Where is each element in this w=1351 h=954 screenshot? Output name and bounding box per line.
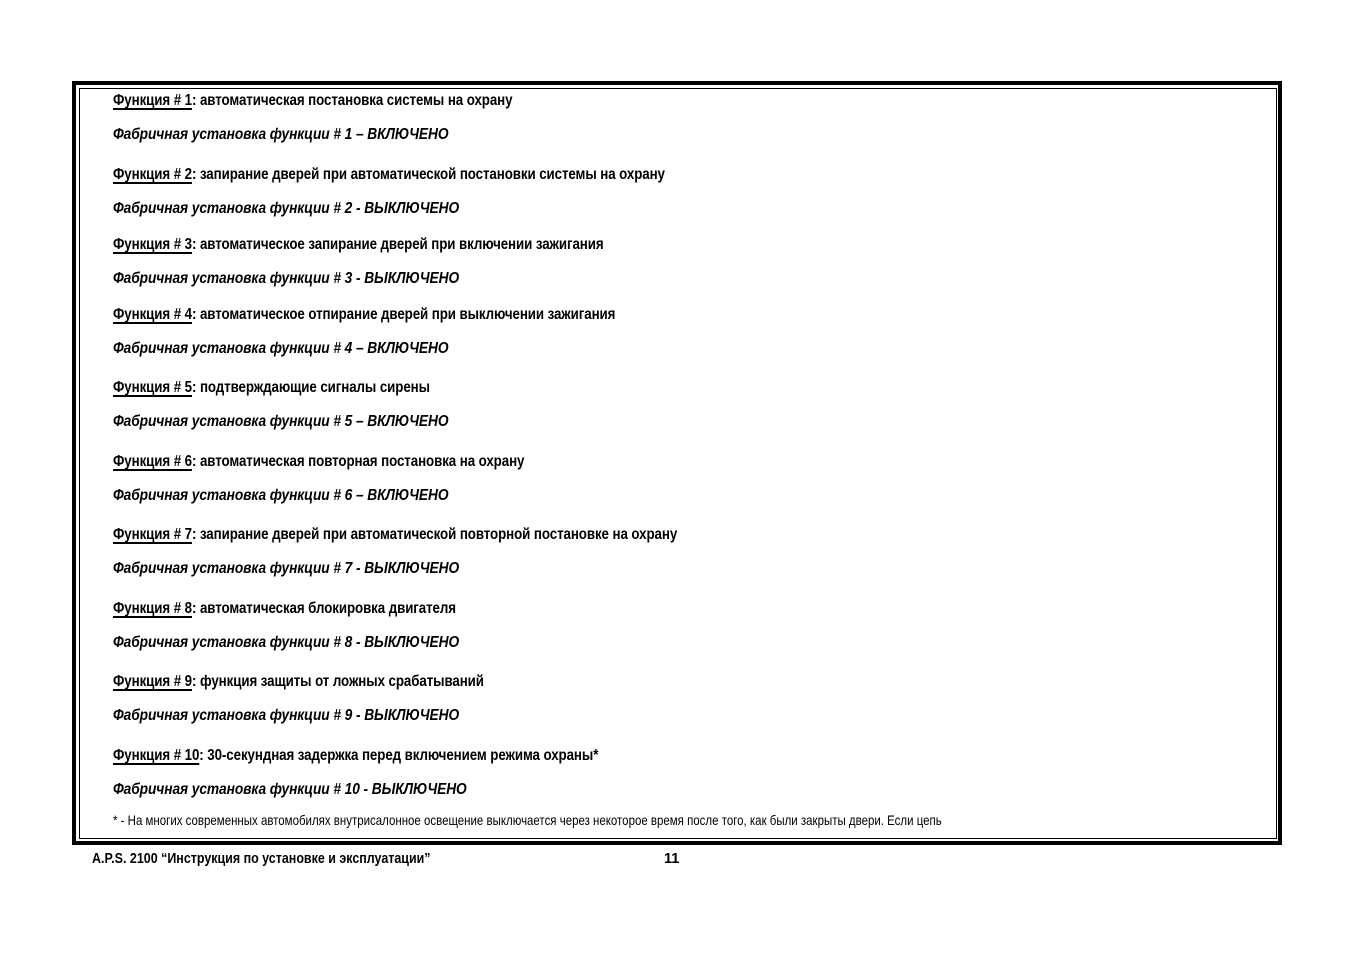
function-3-label: Функция # 3 — [113, 236, 192, 253]
function-10-text: : 30-секундная задержка перед включением режима охраны* — [199, 747, 599, 764]
footer-page-number: 11 — [664, 851, 680, 867]
function-9-setting: Фабричная установка функции # 9 - ВЫКЛЮЧЕНО — [113, 707, 460, 724]
function-3-heading — [113, 236, 604, 254]
function-1-heading — [113, 92, 512, 110]
function-4-setting: Фабричная установка функции # 4 – ВКЛЮЧЕНО — [113, 340, 449, 357]
function-6-text: : автоматическая повторная постановка на охрану — [191, 453, 525, 470]
function-5-text: : подтверждающие сигналы сирены — [191, 379, 430, 396]
function-6-setting: Фабричная установка функции # 6 – ВКЛЮЧЕНО — [113, 487, 449, 504]
function-4-label: Функция # 4 — [113, 306, 192, 323]
footnote: * - На многих современных автомобилях внутрисалонное освещение выключается через некоторое время после того, как были закрыты двери. Если цепь — [113, 812, 942, 828]
function-2-text: : запирание дверей при автоматической постановки системы на охрану — [191, 166, 665, 183]
function-8-text: : автоматическая блокировка двигателя — [191, 600, 456, 617]
function-8-heading — [113, 600, 456, 618]
function-10-heading — [113, 747, 598, 765]
function-3-text: : автоматическое запирание дверей при включении зажигания — [191, 236, 604, 253]
function-2-heading — [113, 166, 665, 184]
function-7-label: Функция # 7 — [113, 526, 192, 543]
function-4-text: : автоматическое отпирание дверей при выключении зажигания — [191, 306, 616, 323]
function-8-setting: Фабричная установка функции # 8 - ВЫКЛЮЧЕНО — [113, 634, 460, 651]
function-6-label: Функция # 6 — [113, 453, 192, 470]
function-4-heading — [113, 306, 615, 324]
function-5-label: Функция # 5 — [113, 379, 192, 396]
function-1-text: : автоматическая постановка системы на охрану — [191, 92, 513, 109]
function-7-text: : запирание дверей при автоматической повторной постановке на охрану — [191, 526, 678, 543]
function-9-label: Функция # 9 — [113, 673, 192, 690]
function-6-heading — [113, 453, 524, 471]
function-10-setting: Фабричная установка функции # 10 - ВЫКЛЮЧЕНО — [113, 781, 467, 798]
function-5-setting: Фабричная установка функции # 5 – ВКЛЮЧЕНО — [113, 413, 449, 430]
function-3-setting: Фабричная установка функции # 3 - ВЫКЛЮЧЕНО — [113, 270, 460, 287]
function-9-text: : функция защиты от ложных срабатываний — [191, 673, 484, 690]
function-9-heading — [113, 673, 484, 691]
function-1-label: Функция # 1 — [113, 92, 192, 109]
function-2-setting: Фабричная установка функции # 2 - ВЫКЛЮЧЕНО — [113, 200, 460, 217]
footer-document-title: A.P.S. 2100 “Инструкция по установке и эксплуатации” — [92, 851, 431, 867]
function-8-label: Функция # 8 — [113, 600, 192, 617]
function-5-heading — [113, 379, 430, 397]
function-1-setting: Фабричная установка функции # 1 – ВКЛЮЧЕНО — [113, 126, 449, 143]
function-2-label: Функция # 2 — [113, 166, 192, 183]
function-7-setting: Фабричная установка функции # 7 - ВЫКЛЮЧЕНО — [113, 560, 460, 577]
function-7-heading — [113, 526, 677, 544]
function-10-label: Функция # 10 — [113, 747, 200, 764]
